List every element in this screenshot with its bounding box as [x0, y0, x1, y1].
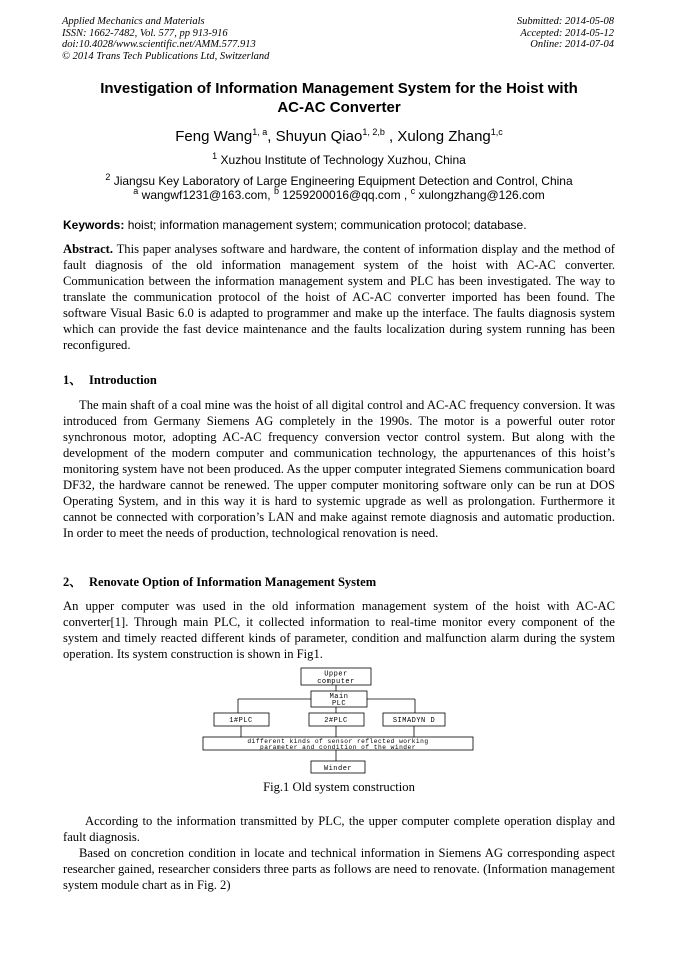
- journal-doi[interactable]: doi:10.4028/www.scientific.net/AMM.577.913: [62, 39, 256, 50]
- affiliation-mark: 2: [105, 172, 111, 182]
- online-date: Online: 2014-07-04: [530, 39, 614, 50]
- paragraph-after-figure: According to the information transmitted by PLC, the upper computer complete operation display and fault diagnosis.: [63, 814, 615, 845]
- abstract-text: This paper analyses software and hardware, the content of information display and the method of fault diagnosis of the old information management system of the hoist with AC-AC converter. Communication between the information management system and PLC has been investigated. The way to translate the communication protocol of the hoist of AC-AC converter imported has been found. The software Visual Basic 6.0 is adapted to programmer and make up the interface. The faults diagnosis system which can provide the fast device maintenance and the faults localization during system running has been reconfigured.: [63, 242, 616, 353]
- paper-title-line-1: Investigation of Information Management System for the Hoist with: [100, 80, 578, 97]
- abstract-label: Abstract.: [63, 242, 114, 256]
- journal-name: Applied Mechanics and Materials: [62, 16, 205, 27]
- author-affiliation-mark: 1,c: [490, 127, 503, 137]
- accepted-date: Accepted: 2014-05-12: [520, 27, 614, 39]
- section-title: Renovate Option of Information Management System: [89, 575, 377, 589]
- section-number: 1、: [63, 373, 82, 387]
- submitted-date: Submitted: 2014-05-08: [516, 16, 614, 27]
- email-link[interactable]: xulongzhang@126.com: [418, 188, 545, 202]
- section-number: 2、: [63, 575, 82, 589]
- figure-1-diagram: [200, 665, 480, 777]
- paper-title: [40, 80, 638, 117]
- author-affiliation-mark: 1, a: [252, 127, 268, 137]
- dates-header: [517, 16, 614, 51]
- upper-computer-label: Upper: [324, 670, 348, 679]
- affiliation-1: [40, 149, 638, 167]
- email-list: [40, 184, 638, 202]
- author-affiliation-mark: 1, 2,b: [362, 127, 385, 137]
- affiliation-mark: 1: [212, 151, 218, 161]
- abstract: [63, 241, 615, 353]
- journal-header: [62, 16, 269, 62]
- main-plc-label: PLC: [331, 700, 347, 708]
- keywords-label: Keywords:: [63, 218, 125, 232]
- journal-copyright: © 2014 Trans Tech Publications Ltd, Switzerland: [62, 50, 270, 62]
- email-link[interactable]: wangwf1231@163.com,: [141, 188, 271, 202]
- email-mark: b: [273, 186, 279, 196]
- email-link[interactable]: 1259200016@qq.com ,: [282, 188, 408, 202]
- winder-label: Winder: [323, 765, 353, 773]
- email-mark: a: [133, 186, 139, 196]
- sensor-label: different kinds of sensor reflected working: [247, 738, 429, 745]
- keywords: [63, 218, 615, 232]
- upper-computer-label: computer: [317, 678, 355, 686]
- section-heading-2: [63, 575, 376, 590]
- figure-1-caption: Fig.1 Old system construction: [263, 780, 415, 794]
- affiliation-text: Xuzhou Institute of Technology Xuzhou, China: [220, 153, 466, 167]
- plc2-label: 2#PLC: [324, 717, 348, 725]
- author-name: Feng Wang: [175, 128, 253, 145]
- plc1-label: 1#PLC: [229, 717, 253, 725]
- intro-paragraph: The main shaft of a coal mine was the hoist of all digital control and AC-AC frequency conversion. It was introduced from Germany Siemens AG completely in the 1990s. The motor is a powerful outer rotor synchronous motor, adopting AC-AC frequency conversion vector control system. But along with the development of the modern computer and communication technology, the appurtenances of this hoist’s monitoring system have not been produced. As the upper computer integrated Siemens communication board DF32, the hardware cannot be renewed. The upper computer monitoring software only can be run at DOS Operating System, and in this way it is hard to systemic upgrade as well as prolongation. Furthermore it cannot be connected with corporation’s LAN and make against remote diagnosis and automatic production. In order to meet the needs of production, technological renovation is need.: [63, 398, 615, 541]
- section-title: Introduction: [89, 373, 157, 387]
- main-plc-label: Main: [329, 693, 349, 701]
- section-heading-1: [63, 373, 157, 388]
- author-list: Feng Wang$^{1, a}$, Shuyun Qiao$^{1, 2,b}$ , Xulong Zhang$^{1,c}$: [175, 127, 503, 145]
- simadyn-label: SIMADYN D: [392, 717, 436, 725]
- sensor-label: parameter and condition of the winder: [260, 744, 416, 751]
- paper-title-line-2: AC-AC Converter: [277, 98, 401, 116]
- email-mark: c: [410, 186, 416, 196]
- section2-paragraph: An upper computer was used in the old information management system of the hoist with AC-AC converter[1]. Through main PLC, it collected information to real-time monitor every component of the system and timely reacted different kinds of parameter, condition and malfunction alarm during the system operation. Its system construction is shown in Fig1.: [63, 599, 615, 662]
- author-name: Xulong Zhang: [397, 128, 491, 145]
- affiliation-text: Jiangsu Key Laboratory of Large Engineering Equipment Detection and Control, China: [113, 174, 573, 188]
- paragraph-renovation: Based on concretion condition in locate and technical information in Siemens AG corresponding aspect researcher gained, researcher considers three parts as follows are need to renovate. (Information management system module chart as in Fig. 2): [63, 846, 615, 893]
- keywords-text: hoist; information management system; communication protocol; database.: [127, 218, 527, 232]
- journal-issn: ISSN: 1662-7482, Vol. 577, pp 913-916: [62, 27, 228, 39]
- author-name: Shuyun Qiao: [275, 128, 363, 145]
